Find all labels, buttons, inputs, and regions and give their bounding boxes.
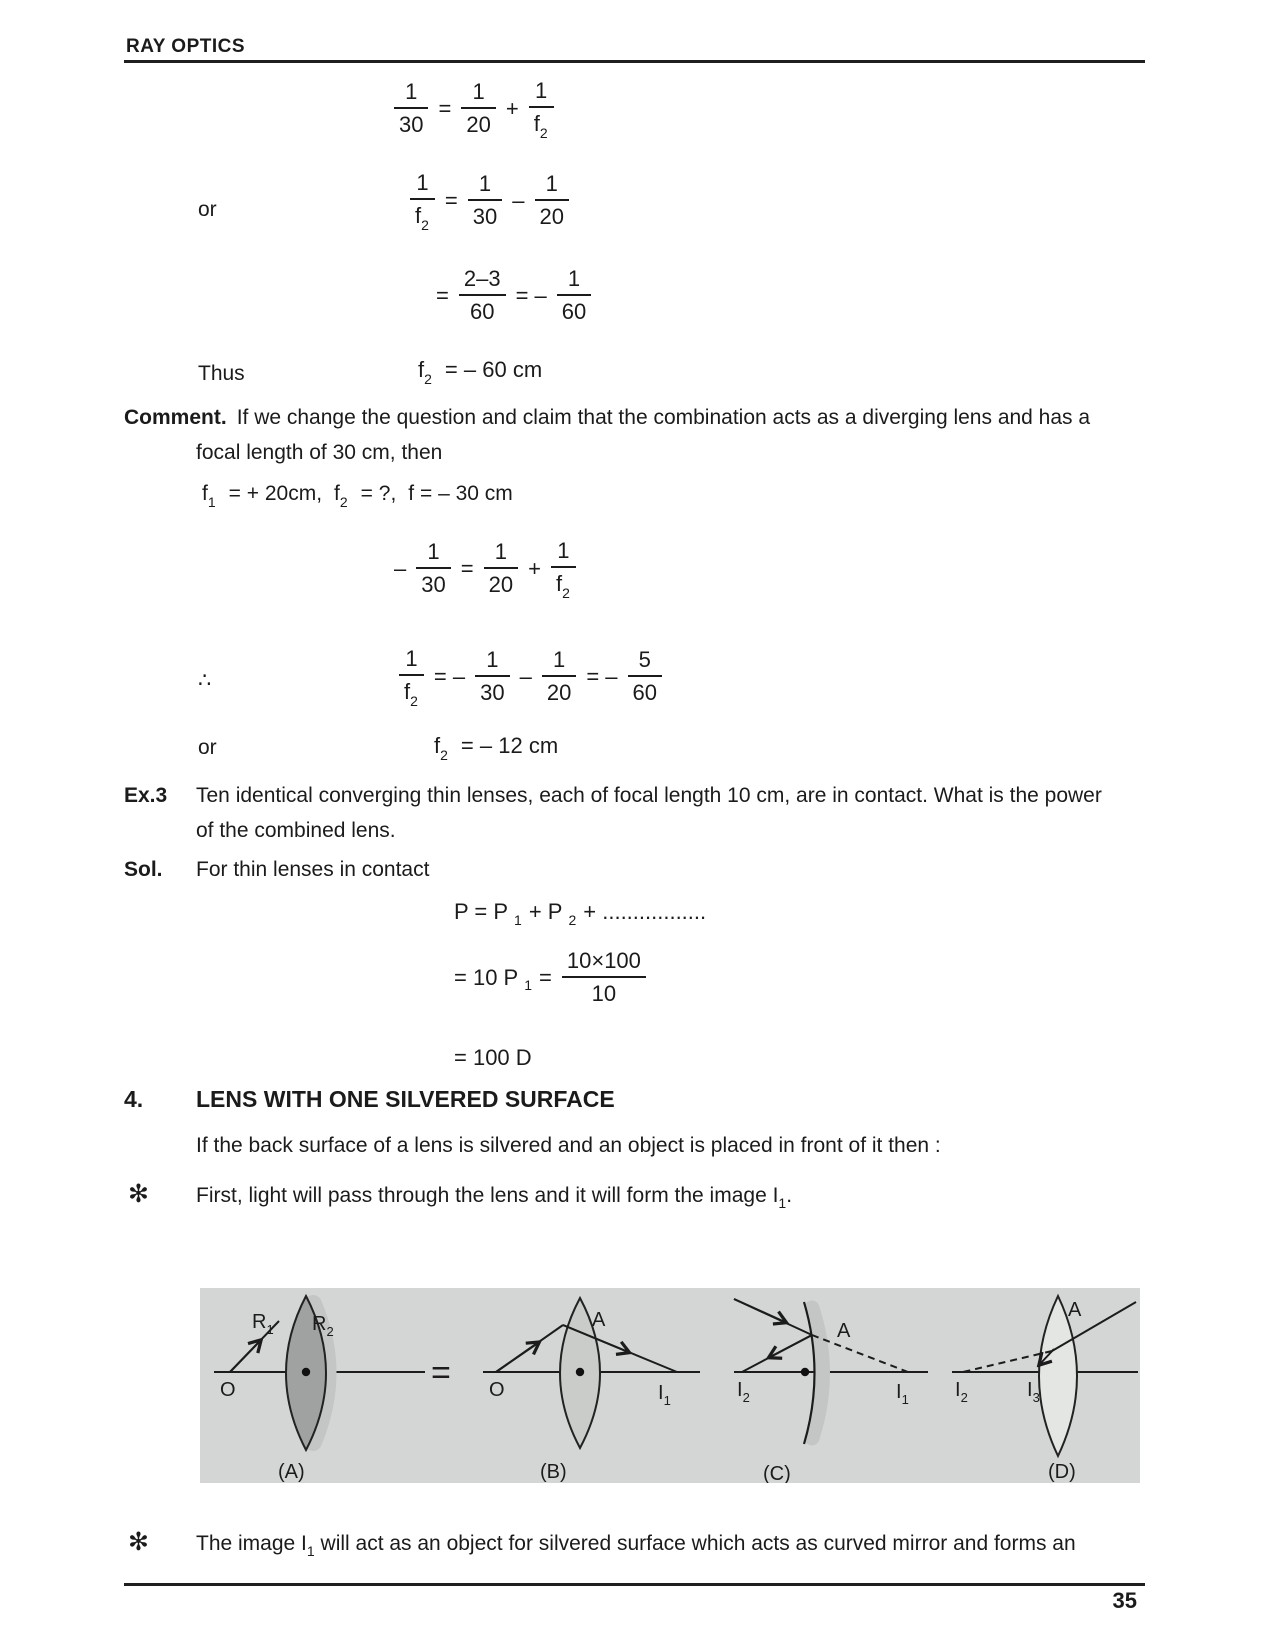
footer-rule [124,1583,1145,1586]
comment-text: If we change the question and claim that the combination acts as a diverging lens and has a focal length of 30 cm, then [196,406,1091,464]
equation-8: P = P 1 + P 2 + ................. [454,899,707,928]
label-r2: $R_2$ [312,1313,334,1339]
comment-label: Comment. [124,406,227,429]
equation-1: $\frac{1}{30}$ = $\frac{1}{20}$ + $\frac{1}{f2}$ [390,80,558,137]
equation-7: f2 = – 12 cm [434,733,559,764]
equation-9: = 10 P 1 = $\frac{10\times 100}{10}$ [448,950,650,1005]
bullet1-subscript: 1 [778,1195,787,1211]
optical-centre-dot [576,1368,584,1376]
label-or-2: or [198,736,217,759]
equation-4: f2 = – 60 cm [418,357,543,388]
equation-5: – $\frac{1}{30}$ = $\frac{1}{20}$ + $\frac{1}{f2}$ [388,540,580,597]
caption-b: (B) [540,1461,567,1483]
label-therefore: ∴ [198,669,212,692]
bullet2-body-end: will act as an object for silvered surface which acts as curved mirror and forms an [314,1532,1076,1555]
figure-background [200,1288,1140,1483]
section-4-intro: If the back surface of a lens is silvered and an object is placed in front of it then : [196,1134,941,1157]
page-number: 35 [1112,1588,1137,1613]
bullet1-body: First, light will pass through the lens and it will form the image I [196,1184,779,1207]
comment-paragraph [124,400,1114,470]
label-o: O [489,1379,505,1401]
label-or-1: or [198,198,217,221]
ex3-paragraph [124,778,1114,848]
equation-6: $\frac{1}{f2}$ = – $\frac{1}{30}$ – $\frac{1}{20}$ = – $\frac{5}{60}$ [395,648,666,705]
ex3-label: Ex.3 [124,784,168,807]
label-a: A [592,1309,606,1331]
sol-paragraph [124,852,1114,887]
equation-2: $\frac{1}{f2}$ = $\frac{1}{30}$ – $\frac{1}{20}$ [406,172,573,229]
equals-sign: = [431,1354,451,1392]
asterisk-bullet-icon: ✻ [128,1180,149,1208]
lens-silvered-figure [200,1288,1140,1483]
label-o: O [220,1379,236,1401]
section-4-number: 4. [124,1086,144,1112]
label-a: A [837,1320,851,1342]
label-i1: $I_1$ [896,1381,909,1407]
bullet1-period: . [786,1184,793,1207]
asterisk-bullet-icon: ✻ [128,1528,149,1556]
section-4-heading [124,1082,1114,1118]
section-4-title: LENS WITH ONE SILVERED SURFACE [196,1086,615,1112]
sol-text: For thin lenses in contact [196,858,430,881]
label-i1: $I_1$ [658,1382,671,1408]
equation-10: = 100 D [454,1045,532,1071]
label-i3: $I_3$ [1027,1379,1040,1405]
ex3-text: Ten identical converging thin lenses, each of focal length 10 cm, are in contact. What is the power of the combined lens. [196,784,1102,842]
optical-centre-dot [302,1368,310,1376]
header-rule [124,60,1145,63]
caption-a: (A) [278,1461,305,1483]
given-values: f1 = + 20cm, f2 = ?, f = – 30 cm [202,482,513,511]
page-header-title: RAY OPTICS [126,36,246,57]
label-thus: Thus [198,362,245,385]
caption-c: (C) [763,1463,791,1483]
bullet2-text [196,1526,1076,1563]
equation-3: = $\frac{2-3}{60}$ = – $\frac{1}{60}$ [430,268,595,323]
bullet1-text [196,1178,792,1215]
optical-centre-dot [801,1368,809,1376]
caption-d: (D) [1048,1461,1076,1483]
label-i2: $I_2$ [955,1379,968,1405]
bullet2-subscript: 1 [306,1543,315,1559]
label-i2: $I_2$ [737,1379,750,1405]
label-r1: $R_1$ [252,1311,274,1337]
label-a: A [1068,1299,1082,1321]
sol-label: Sol. [124,858,163,881]
bullet2-body-start: The image I [196,1532,307,1555]
